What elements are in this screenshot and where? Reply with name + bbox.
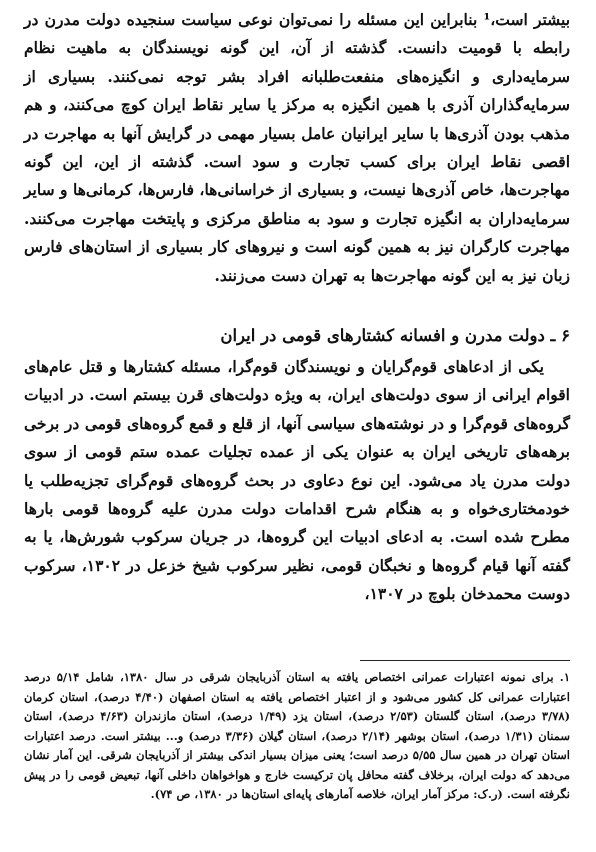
footnote-divider	[360, 660, 570, 661]
footnote: ۱. برای نمونه اعتبارات عمرانی اختصاص یافته به استان آذربایجان شرقی در سال ۱۳۸۰، شامل ۵/۱۴ درصد اعتبارات عمرانی کل کشور می‌شود و از اعتبار اختصاص یافته به استان اصفهان (۴/۴۰ درصد)، استان کرمان (۳/۷۸ درصد)، استان گلستان (۲/۵۳ درصد)، استان یزد (۱/۴۹ درصد)، استان مازندران (۴/۶۳ درصد)، استان سمنان (۱/۳۱ درصد)، استان بوشهر (۲/۱۴ درصد)، استان گیلان (۳/۳۶ درصد) و... بیشتر است. درصد اعتبارات استان تهران در همین سال ۵/۵۵ درصد است؛ یعنی میزان بسیار اندکی بیشتر از آذربایجان شرقی. این آمار نشان می‌دهد که دولت ایران، برخلاف گفته محافل پان ترکیست خارج و هواخواهان داخلی آنها، تبعیض قومی را در پیش نگرفته است. (ر.ک: مرکز آمار ایران، خلاصه آمارهای پایه‌ای استان‌ها در ۱۳۸۰، ص ۷۴).	[24, 670, 571, 801]
section-heading: ۶ ـ دولت مدرن و افسانه کشتارهای قومی در ایران	[220, 326, 570, 345]
body-paragraph: یکی از ادعاهای قوم‌گرایان و نویسندگان قوم‌گرا، مسئله کشتارها و قتل عام‌های اقوام ایرانی از سوی دولت‌های ایران، به ویژه دولت‌های قرن بیستم است. در ادبیات گروه‌های قوم‌گرا و در نوشته‌های سیاسی آنها، از قلع و قمع گروه‌های قومی در برخی برهه‌های تاریخی ایران به عنوان یکی از عمده تجلیات عمده ستم قومی از سوی دولت مدرن یاد می‌شود. این نوع دعاوی در بحث گروه‌های قوم‌گرای تجزیه‌طلب یا خودمختاری‌خواه و به هنگام شرح اقدامات دولت مدرن علیه گروه‌ها قومی بارها مطرح شده است. به ادعای ادبیات این گروه‌ها، در جریان سرکوب شورش‌ها، یا به گفته آنها قیام گروه‌ها و نخبگان قومی، نظیر سرکوب شیخ خزعل در ۱۳۰۲، سرکوب دوست محمدخان بلوچ در ۱۳۰۷،	[24, 357, 570, 604]
body-paragraph: بیشتر است،¹ بنابراین این مسئله را نمی‌توان نوعی سیاست سنجیده دولت مدرن در رابطه با قومیت دانست. گذشته از آن، این گونه نویسندگان به ماهیت نظام سرمایه‌داری و انگیزه‌های منفعت‌طلبانه افراد بشر توجه نمی‌کنند. بسیاری از سرمایه‌گذاران آذری با همین انگیزه به مرکز یا سایر نقاط ایران کوچ می‌کنند، و هم مذهب بودن آذری‌ها با سایر ایرانیان عامل بسیار مهمی در گرایش آنها به مهاجرت در اقصی نقاط ایران برای کسب تجارت و سود است. گذشته از این، این گونه مهاجرت‌ها، خاص آذری‌ها نیست، و بسیاری از خراسانی‌ها، فارس‌ها، کرمانی‌ها و سایر سرمایه‌داران به انگیزه تجارت و سود به مناطق مرکزی و پایتخت مهاجرت می‌کنند. مهاجرت کارگران نیز به همین گونه است و نیروهای کار بسیاری از استان‌های فارس زبان نیز به این گونه مهاجرت‌ها به تهران دست می‌زنند.	[24, 10, 571, 285]
